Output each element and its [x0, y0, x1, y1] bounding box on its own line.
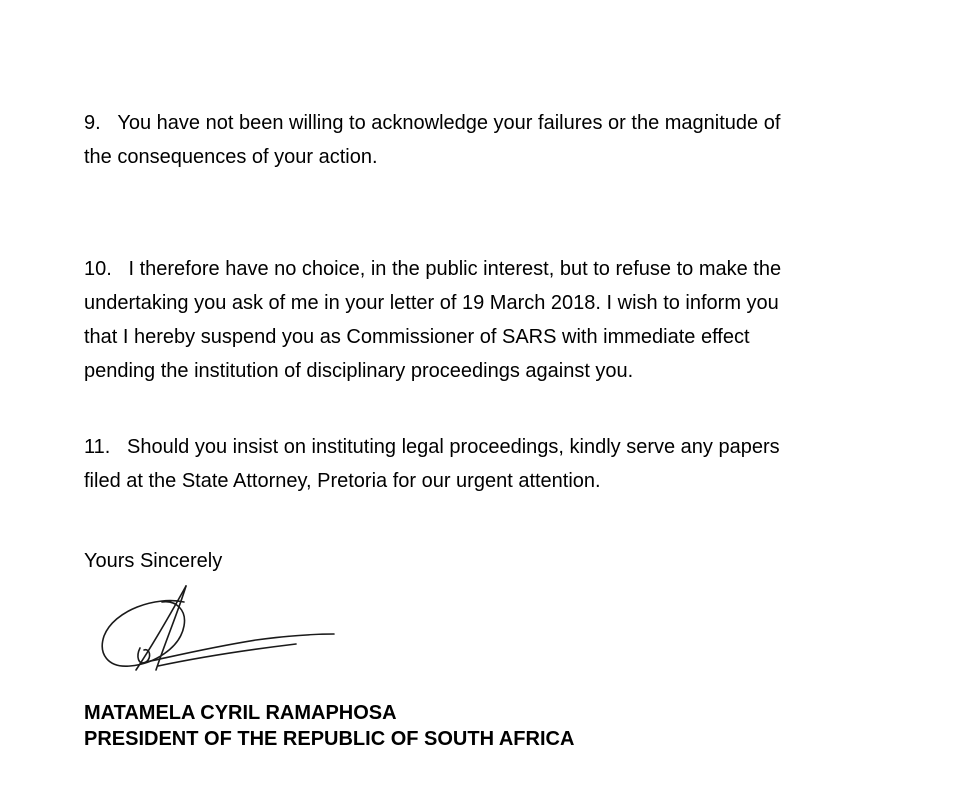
- paragraph-line: [84, 430, 914, 464]
- paragraph-number: 10.: [84, 258, 112, 280]
- paragraph-line: that I hereby suspend you as Commissioner of SARS with immediate effect: [84, 326, 750, 348]
- paragraph-9: [84, 106, 914, 174]
- paragraph-10: [84, 252, 914, 388]
- paragraph-number: 9.: [84, 112, 101, 134]
- handwritten-signature: [96, 578, 346, 678]
- paragraph-text: Should you insist on instituting legal proceedings, kindly serve any papers: [127, 436, 780, 458]
- paragraph-line: [84, 252, 914, 286]
- signatory-title: PRESIDENT OF THE REPUBLIC OF SOUTH AFRICA: [84, 728, 575, 750]
- paragraph-text: You have not been willing to acknowledge your failures or the magnitude of: [117, 112, 781, 134]
- paragraph-line: undertaking you ask of me in your letter of 19 March 2018. I wish to inform you: [84, 292, 779, 314]
- paragraph-line: [84, 106, 914, 140]
- paragraph-11: [84, 430, 914, 498]
- paragraph-text: I therefore have no choice, in the public interest, but to refuse to make the: [128, 258, 782, 280]
- signatory-name: MATAMELA CYRIL RAMAPHOSA: [84, 702, 397, 724]
- closing-salutation: Yours Sincerely: [84, 550, 223, 572]
- paragraph-line: filed at the State Attorney, Pretoria for our urgent attention.: [84, 470, 601, 492]
- paragraph-number: 11.: [84, 436, 111, 458]
- signatory-block: [84, 700, 574, 752]
- paragraph-line: the consequences of your action.: [84, 146, 378, 168]
- paragraph-line: pending the institution of disciplinary proceedings against you.: [84, 360, 634, 382]
